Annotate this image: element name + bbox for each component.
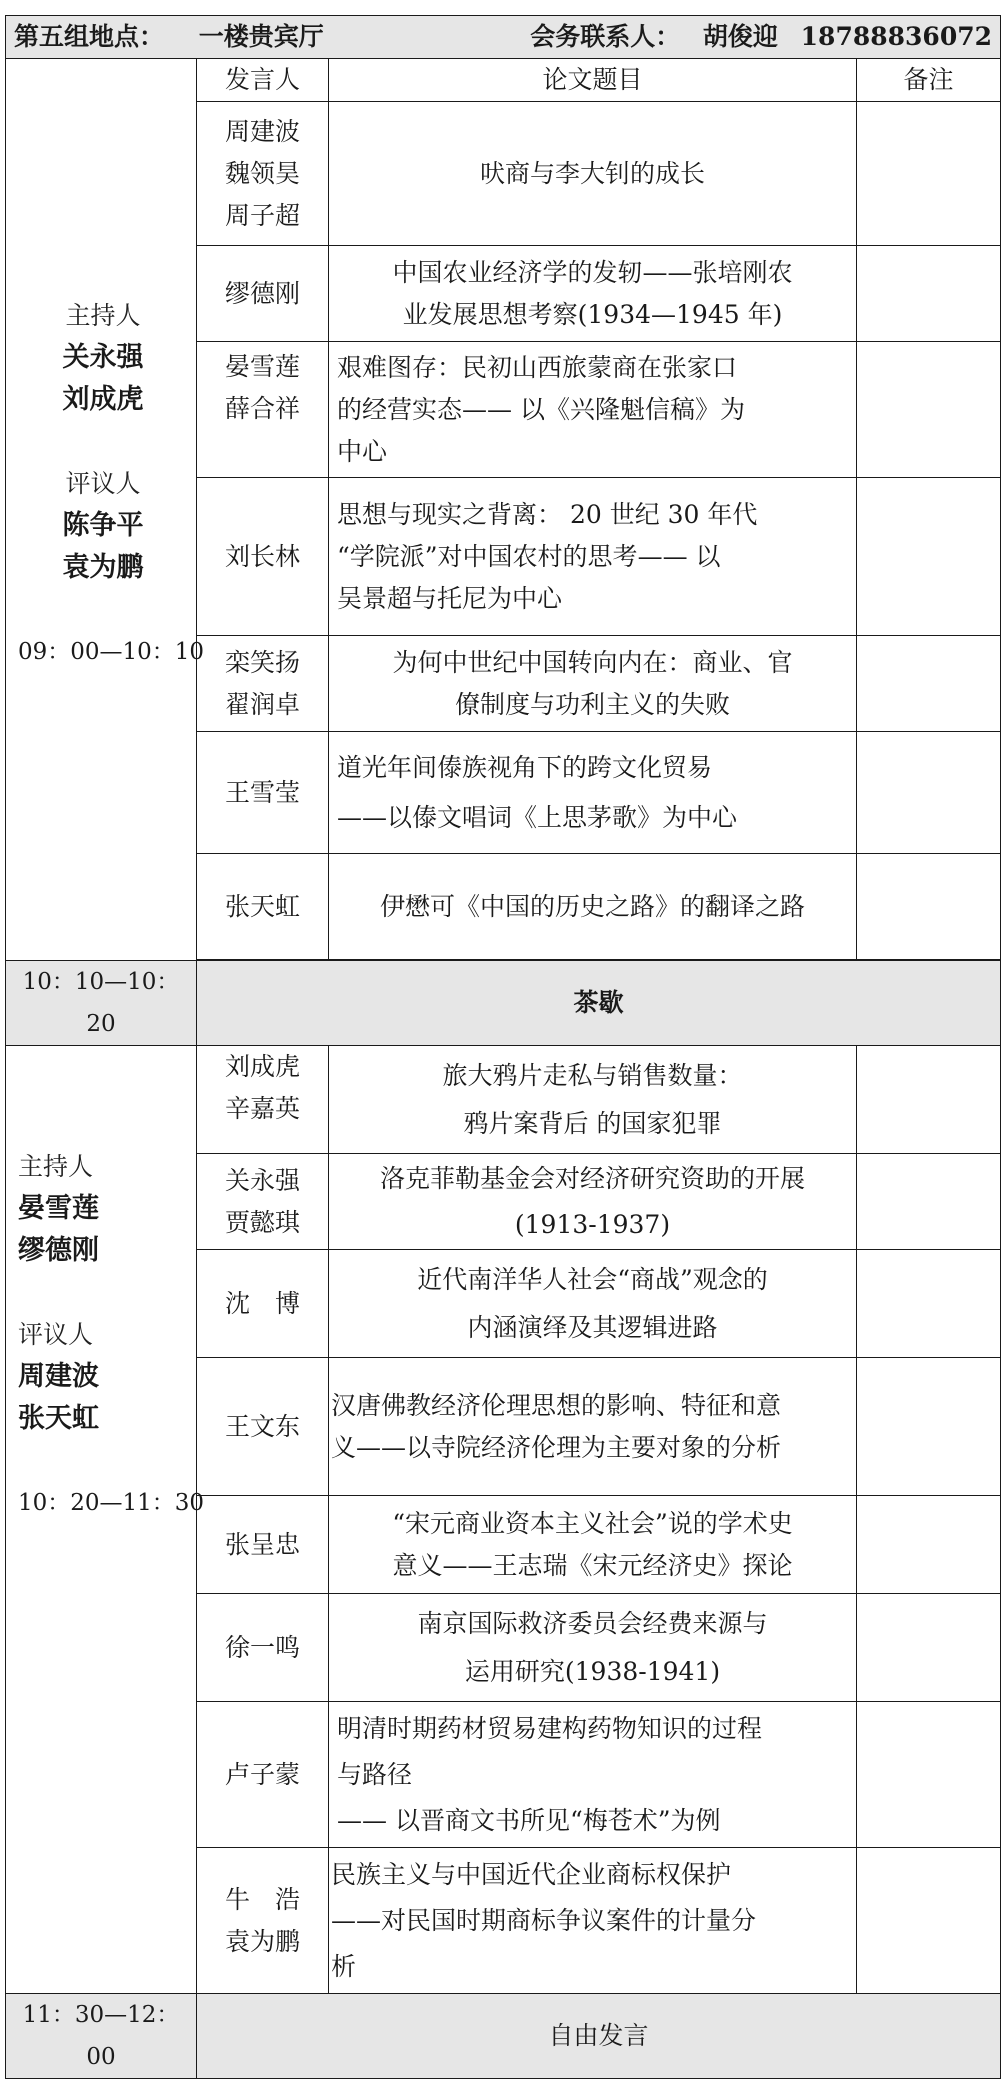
paper-line: 的经营实态—— 以《兴隆魁信稿》为	[337, 394, 745, 424]
session2-host-label: 主持人	[18, 1152, 94, 1181]
speaker-name: 晏雪莲	[224, 352, 300, 381]
paper-line: 吴景超与托尼为中心	[337, 583, 563, 613]
speaker-cell	[197, 1358, 329, 1496]
note-cell	[857, 732, 1001, 854]
paper-line: 析	[331, 1951, 357, 1981]
paper-line: 民族主义与中国近代企业商标权保护	[331, 1859, 732, 1889]
speaker-name: 缪德刚	[224, 278, 300, 308]
contact-label: 会务联系人：	[530, 22, 681, 51]
paper-line: —— 以晋商文书所见“梅苍术”为例	[337, 1805, 721, 1835]
speaker-name: 卢子蒙	[224, 1759, 300, 1789]
paper-line: 中国农业经济学的发轫——张培刚农	[392, 257, 793, 287]
note-cell	[857, 1046, 1001, 1154]
speaker-name: 辛嘉英	[224, 1094, 300, 1123]
paper-title	[329, 1848, 857, 1994]
col-speaker-header: 发言人	[197, 59, 329, 102]
speaker-name: 翟润卓	[224, 689, 300, 719]
speaker-name: 刘成虎	[224, 1052, 300, 1081]
session2-time: 10：20—11：30	[18, 1490, 205, 1516]
paper-title	[329, 1154, 857, 1250]
paper-line: 南京国际救济委员会经费来源与	[417, 1608, 768, 1638]
speaker-cell	[197, 1250, 329, 1358]
session1-commentator: 陈争平	[62, 510, 144, 541]
session2-host: 缪德刚	[18, 1235, 99, 1266]
paper-line: 伊懋可《中国的历史之路》的翻译之路	[379, 891, 805, 921]
speaker-cell	[197, 1046, 329, 1154]
note-cell	[857, 1154, 1001, 1250]
speaker-name: 牛 浩	[224, 1884, 300, 1914]
tea-break-label: 茶歇	[197, 961, 1001, 1046]
paper-title	[329, 342, 857, 478]
speaker-name: 栾笑扬	[224, 647, 300, 677]
paper-title	[329, 732, 857, 854]
paper-line: 旅大鸦片走私与销售数量：	[442, 1060, 743, 1090]
note-cell	[857, 246, 1001, 342]
note-cell	[857, 1848, 1001, 1994]
note-cell	[857, 102, 1001, 246]
speaker-cell	[197, 1594, 329, 1702]
location: 一楼贵宾厅	[198, 22, 324, 51]
speaker-name: 刘长林	[224, 541, 300, 571]
session2-commentator: 周建波	[18, 1361, 99, 1392]
col-paper-header: 论文题目	[329, 59, 857, 102]
session1-commentator: 袁为鹏	[62, 552, 144, 583]
speaker-name: 贾懿琪	[224, 1207, 300, 1237]
col-note-header: 备注	[857, 59, 1001, 102]
session2-commentator: 张天虹	[18, 1403, 99, 1434]
speaker-cell	[197, 732, 329, 854]
paper-title	[329, 1358, 857, 1496]
paper-line: “学院派”对中国农村的思考—— 以	[337, 541, 721, 571]
speaker-cell	[197, 1154, 329, 1250]
speaker-name: 袁为鹏	[224, 1926, 300, 1956]
free-speech-label: 自由发言	[197, 1994, 1001, 2079]
session1-commentator-label: 评议人	[65, 469, 141, 498]
paper-line: 近代南洋华人社会“商战”观念的	[417, 1264, 768, 1294]
free-speech-time: 11：30—12：00	[6, 1994, 197, 2079]
paper-title	[329, 102, 857, 246]
speaker-cell	[197, 342, 329, 478]
speaker-cell	[197, 854, 329, 960]
paper-line: 汉唐佛教经济伦理思想的影响、特征和意	[331, 1390, 782, 1420]
speaker-name: 关永强	[224, 1165, 300, 1195]
paper-line: 与路径	[337, 1759, 413, 1789]
speaker-cell	[197, 102, 329, 246]
session2-info	[6, 1046, 205, 1994]
schedule-table	[5, 15, 1001, 2079]
speaker-cell	[197, 636, 329, 732]
session2-host: 晏雪莲	[18, 1193, 99, 1224]
group-header	[6, 16, 1001, 59]
tea-break-time: 10：10—10：20	[6, 961, 197, 1046]
speaker-name: 周建波	[224, 116, 300, 146]
paper-title	[329, 1702, 857, 1848]
contact-phone: 18788836072	[800, 22, 993, 51]
paper-line: ——以傣文唱词《上思茅歌》为中心	[337, 802, 738, 832]
speaker-name: 张呈忠	[224, 1529, 300, 1559]
paper-line: 业发展思想考察(1934—1945 年)	[402, 299, 783, 329]
note-cell	[857, 478, 1001, 636]
note-cell	[857, 1594, 1001, 1702]
session1-info	[6, 59, 205, 961]
speaker-name: 徐一鸣	[224, 1632, 300, 1662]
speaker-name: 魏领昊	[224, 158, 300, 188]
paper-line: 内涵演绎及其逻辑进路	[467, 1312, 718, 1342]
contact-name: 胡俊迎	[702, 22, 778, 51]
speaker-cell	[197, 1848, 329, 1994]
paper-title	[329, 1250, 857, 1358]
paper-line: “宋元商业资本主义社会”说的学术史	[392, 1508, 793, 1538]
paper-title	[329, 1594, 857, 1702]
free-speech-row	[6, 1994, 1001, 2079]
speaker-name: 王文东	[224, 1411, 300, 1441]
note-cell	[857, 1358, 1001, 1496]
paper-line: 艰难图存：民初山西旅蒙商在张家口	[337, 352, 738, 382]
speaker-name: 王雪莹	[224, 777, 300, 807]
column-header-row	[6, 59, 1001, 102]
tea-break-row	[6, 961, 1001, 1046]
paper-line: 吠商与李大钊的成长	[479, 158, 705, 188]
speaker-name: 周子超	[224, 200, 300, 230]
paper-line: (1913-1937)	[514, 1209, 671, 1239]
paper-title	[329, 854, 857, 960]
speaker-name: 薛合祥	[224, 394, 300, 423]
note-cell	[857, 636, 1001, 732]
paper-line: 洛克菲勒基金会对经济研究资助的开展	[379, 1163, 805, 1193]
speaker-cell	[197, 1496, 329, 1594]
paper-title	[329, 636, 857, 732]
paper-title	[329, 478, 857, 636]
paper-line: 中心	[337, 436, 388, 466]
paper-line: 明清时期药材贸易建构药物知识的过程	[337, 1713, 763, 1743]
group-label: 第五组地点：	[14, 22, 165, 51]
speaker-name: 沈 博	[224, 1288, 300, 1318]
paper-line: 为何中世纪中国转向内在：商业、官	[392, 647, 793, 677]
paper-line: 道光年间傣族视角下的跨文化贸易	[337, 752, 713, 782]
session1-host: 刘成虎	[62, 384, 144, 415]
session1-time: 09：00—10：10	[18, 639, 205, 665]
table-row	[6, 1046, 1001, 1154]
session1-host-label: 主持人	[65, 301, 141, 330]
paper-line: 意义——王志瑞《宋元经济史》探论	[392, 1550, 793, 1580]
paper-title	[329, 246, 857, 342]
speaker-cell	[197, 478, 329, 636]
paper-line: 运用研究(1938-1941)	[464, 1656, 721, 1686]
paper-line: 鸦片案背后 的国家犯罪	[463, 1108, 722, 1138]
paper-title	[329, 1496, 857, 1594]
note-cell	[857, 854, 1001, 960]
paper-line: 思想与现实之背离： 20 世纪 30 年代	[337, 499, 758, 529]
paper-line: 僚制度与功利主义的失败	[454, 689, 730, 719]
paper-line: ——对民国时期商标争议案件的计量分	[331, 1905, 757, 1935]
session1-host: 关永强	[62, 342, 144, 373]
speaker-cell	[197, 1702, 329, 1848]
speaker-name: 张天虹	[224, 891, 300, 921]
speaker-cell	[197, 246, 329, 342]
note-cell	[857, 1496, 1001, 1594]
session2-commentator-label: 评议人	[18, 1320, 94, 1349]
note-cell	[857, 1702, 1001, 1848]
note-cell	[857, 342, 1001, 478]
paper-line: 义——以寺院经济伦理为主要对象的分析	[331, 1432, 782, 1462]
group-header-row	[6, 16, 1001, 59]
paper-title	[329, 1046, 857, 1154]
note-cell	[857, 1250, 1001, 1358]
